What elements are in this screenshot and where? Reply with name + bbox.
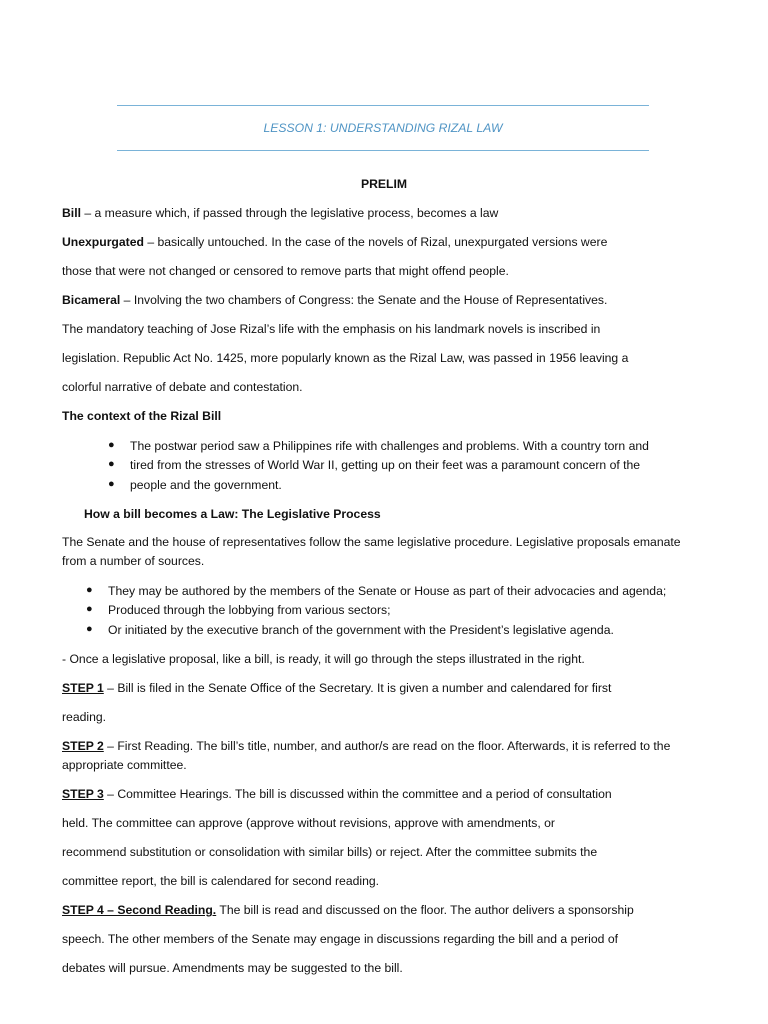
section-heading: PRELIM	[360, 177, 408, 191]
definition-unexpurgated-cont: those that were not changed or censored to remove parts that might offend people.	[62, 264, 509, 278]
definition-unexpurgated: Unexpurgated – basically untouched. In the case of the novels of Rizal, unexpurgated versions were	[62, 235, 608, 249]
list-item: people and the government.	[130, 478, 282, 492]
list-item: Produced through the lobbying from various sectors;	[108, 603, 391, 617]
bullet-dot: ●	[108, 439, 115, 451]
lesson-title: LESSON 1: UNDERSTANDING RIZAL LAW	[263, 121, 503, 135]
step-1-cont: reading.	[62, 710, 107, 724]
step-3-cont: recommend substitution or consolidation with similar bills) or reject. After the committee submits the	[62, 845, 598, 859]
step-2: STEP 2 – First Reading. The bill’s title, number, and author/s are read on the floor. Afterwards, it is referred to the	[62, 739, 671, 753]
list-item: The postwar period saw a Philippines rife with challenges and problems. With a country torn and	[130, 439, 649, 453]
step-3-cont: committee report, the bill is calendared for second reading.	[62, 874, 380, 888]
process-heading: How a bill becomes a Law: The Legislative Process	[84, 507, 381, 521]
step-3: STEP 3 – Committee Hearings. The bill is discussed within the committee and a period of consultation	[62, 787, 612, 801]
paragraph-line: - Once a legislative proposal, like a bill, is ready, it will go through the steps illustrated in the right.	[62, 652, 585, 666]
paragraph-line: The Senate and the house of representatives follow the same legislative procedure. Legislative proposals emanate	[62, 535, 681, 549]
definition-bicameral: Bicameral – Involving the two chambers of Congress: the Senate and the House of Representatives.	[62, 293, 608, 307]
bullet-dot: ●	[86, 584, 93, 596]
context-heading: The context of the Rizal Bill	[62, 409, 222, 423]
step-2-cont: appropriate committee.	[62, 758, 187, 772]
step-4: STEP 4 – Second Reading. The bill is read and discussed on the floor. The author delivers a sponsorship	[62, 903, 634, 917]
title-rule-bottom	[117, 150, 649, 151]
paragraph-line: colorful narrative of debate and contestation.	[62, 380, 303, 394]
step-1: STEP 1 – Bill is filed in the Senate Office of the Secretary. It is given a number and calendared for first	[62, 681, 612, 695]
paragraph-line: The mandatory teaching of Jose Rizal’s life with the emphasis on his landmark novels is inscribed in	[62, 322, 601, 336]
step-4-cont: speech. The other members of the Senate may engage in discussions regarding the bill and a period of	[62, 932, 619, 946]
paragraph-line: legislation. Republic Act No. 1425, more popularly known as the Rizal Law, was passed in 1956 leaving a	[62, 351, 629, 365]
paragraph-line: from a number of sources.	[62, 554, 205, 568]
bullet-dot: ●	[86, 623, 93, 635]
step-4-cont: debates will pursue. Amendments may be suggested to the bill.	[62, 961, 403, 975]
bullet-dot: ●	[86, 603, 93, 615]
list-item: Or initiated by the executive branch of the government with the President’s legislative agenda.	[108, 623, 614, 637]
list-item: They may be authored by the members of the Senate or House as part of their advocacies and agenda;	[108, 584, 667, 598]
title-rule-top	[117, 105, 649, 106]
definition-bill: Bill – a measure which, if passed through the legislative process, becomes a law	[62, 206, 499, 220]
bullet-dot: ●	[108, 458, 115, 470]
step-3-cont: held. The committee can approve (approve without revisions, approve with amendments, or	[62, 816, 555, 830]
bullet-dot: ●	[108, 478, 115, 490]
list-item: tired from the stresses of World War II, getting up on their feet was a paramount concern of the	[130, 458, 641, 472]
